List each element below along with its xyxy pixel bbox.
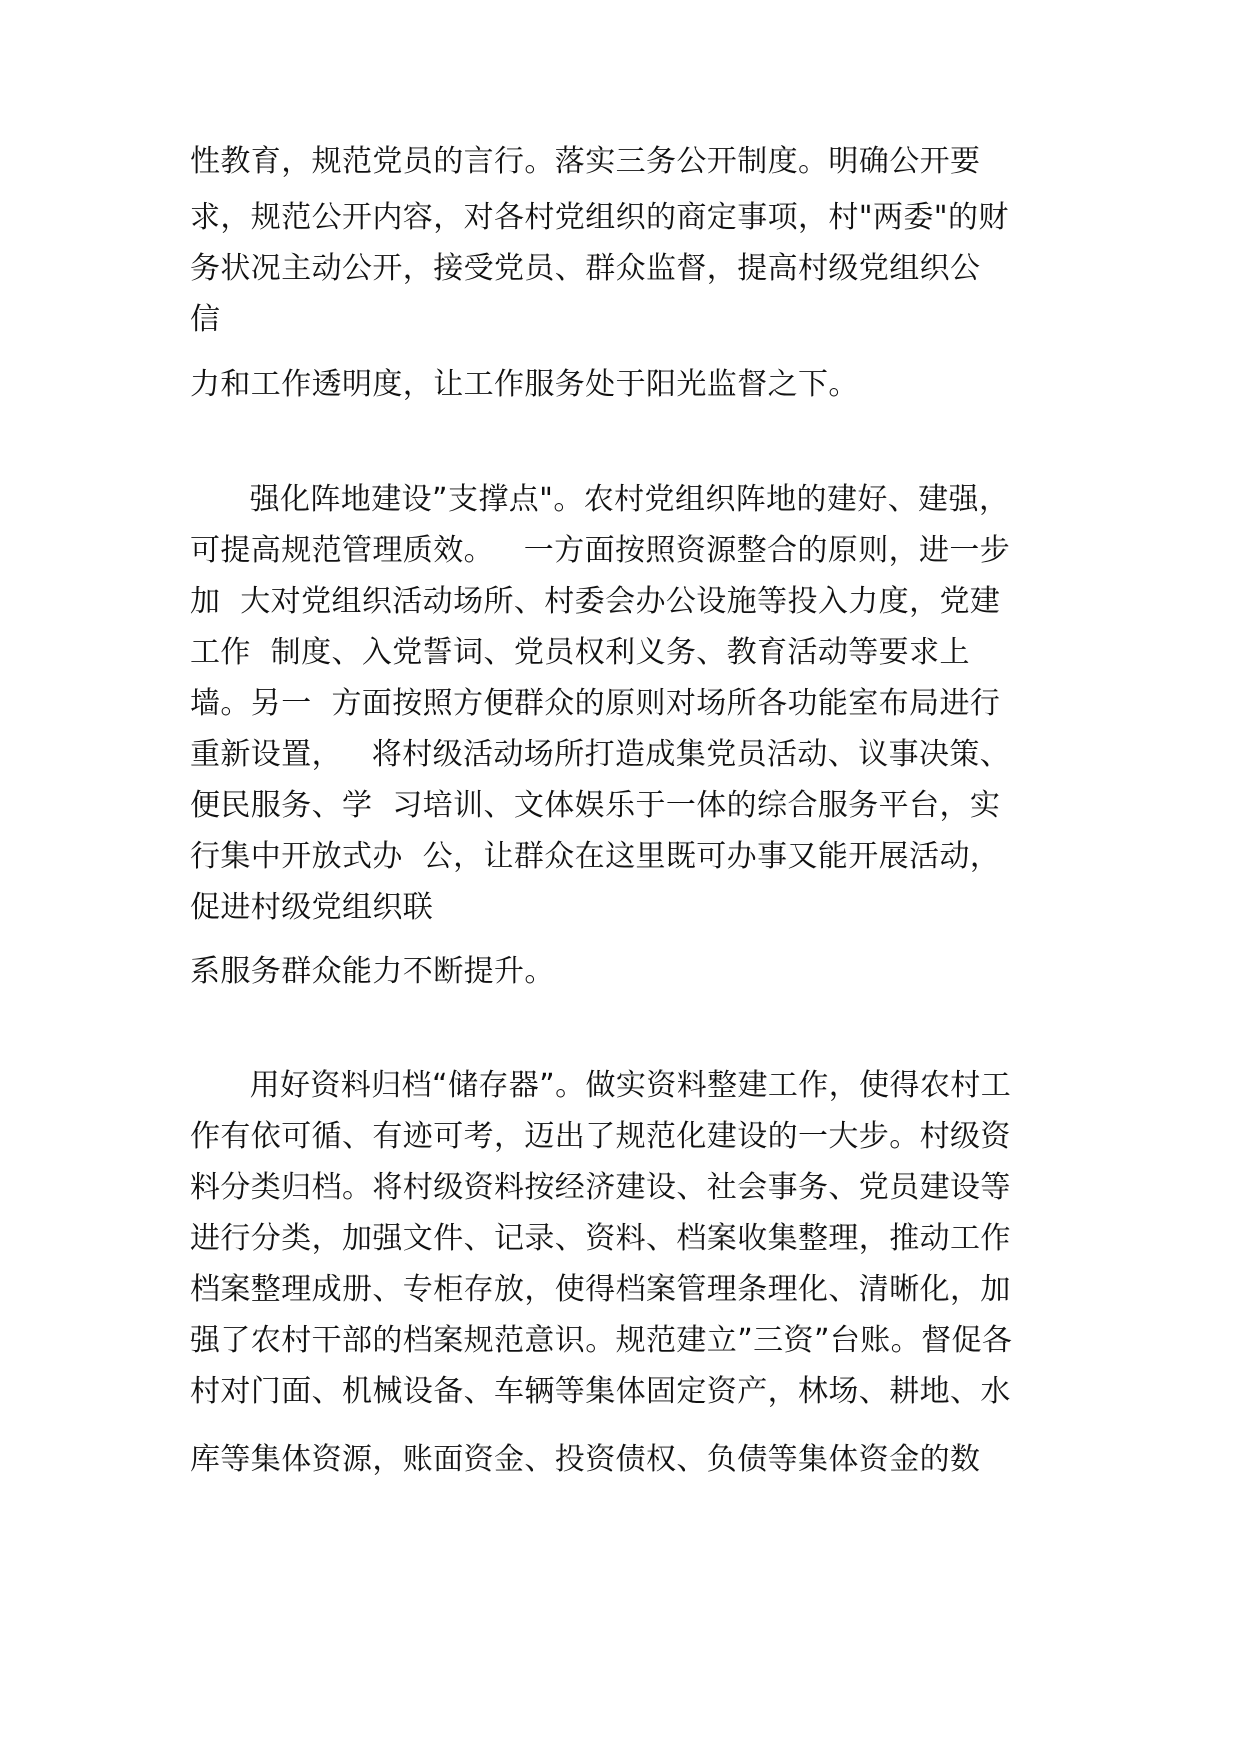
text-line: 强化阵地建设”支撑点"。农村党组织阵地的建好、建强， <box>190 482 1010 517</box>
text-line: 用好资料归档“储存器”。做实资料整建工作，使得农村工 <box>190 1068 1012 1103</box>
text-line: 务状况主动公开，接受党员、群众监督，提高村级党组织公 <box>190 251 981 286</box>
text-line: 性教育，规范党员的言行。落实三务公开制度。明确公开要 <box>190 144 981 179</box>
text-line: 力和工作透明度，让工作服务处于阳光监督之下。 <box>190 367 859 402</box>
text-line: 重新设置， 将村级活动场所打造成集党员活动、议事决策、 <box>190 737 1011 772</box>
text-line: 档案整理成册、专柜存放，使得档案管理条理化、清晰化，加 <box>190 1272 1011 1307</box>
text-line: 料分类归档。将村级资料按经济建设、社会事务、党员建设等 <box>190 1170 1011 1205</box>
text-line: 工作 制度、入党誓词、党员权利义务、教育活动等要求上 <box>190 635 970 670</box>
text-line: 强了农村干部的档案规范意识。规范建立”三资”台账。督促各 <box>190 1323 1013 1358</box>
text-line: 村对门面、机械设备、车辆等集体固定资产，林场、耕地、水 <box>190 1374 1011 1409</box>
text-line: 信 <box>190 302 221 337</box>
text-line: 加 大对党组织活动场所、村委会办公设施等投入力度，党建 <box>190 584 1001 619</box>
text-line: 求，规范公开内容，对各村党组织的商定事项，村"两委"的财 <box>190 200 1009 235</box>
text-line: 行集中开放式办 公，让群众在这里既可办事又能开展活动， <box>190 839 1001 874</box>
text-line: 作有依可循、有迹可考，迈出了规范化建设的一大步。村级资 <box>190 1119 1011 1154</box>
text-line: 可提高规范管理质效。 一方面按照资源整合的原则，进一步 <box>190 533 1011 568</box>
text-line: 进行分类，加强文件、记录、资料、档案收集整理，推动工作 <box>190 1221 1011 1256</box>
text-line: 便民服务、学 习培训、文体娱乐于一体的综合服务平台，实 <box>190 788 1001 823</box>
text-line: 库等集体资源，账面资金、投资债权、负债等集体资金的数 <box>190 1442 981 1477</box>
text-line: 墙。另一 方面按照方便群众的原则对场所各功能室布局进行 <box>190 686 1001 721</box>
text-line: 促进村级党组织联 <box>190 890 434 925</box>
text-line: 系服务群众能力不断提升。 <box>190 954 555 989</box>
